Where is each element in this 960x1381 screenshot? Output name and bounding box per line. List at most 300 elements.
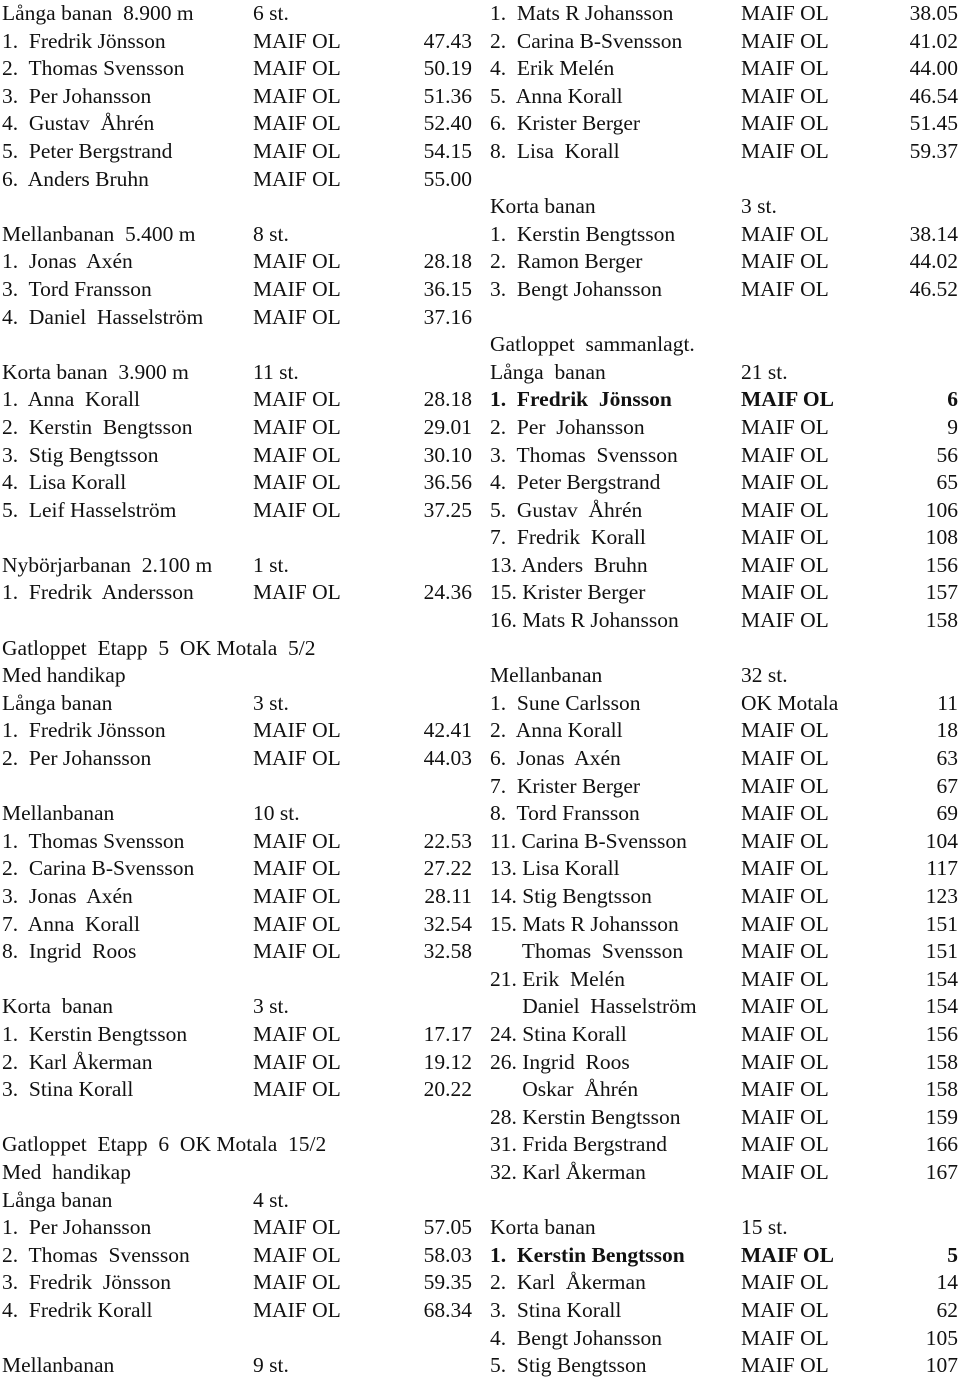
club-name: MAIF OL	[741, 1297, 829, 1322]
result-value: 55.00	[423, 166, 472, 191]
runner-name: 1. Fredrik Jönsson	[2, 28, 166, 53]
club-name: MAIF OL	[741, 83, 829, 108]
runner-name: Korta banan	[490, 1215, 596, 1240]
course-heading	[2, 552, 472, 580]
club-name: MAIF OL	[741, 525, 829, 550]
result-row	[490, 276, 958, 304]
runner-name: 4. Gustav Åhrén	[2, 111, 155, 136]
spacer	[490, 635, 958, 663]
result-value: 117	[926, 856, 958, 881]
result-row	[490, 1352, 958, 1380]
runner-name: 3. Stina Korall	[2, 1077, 134, 1102]
result-value: 46.52	[909, 276, 958, 301]
result-row	[490, 28, 958, 56]
club-name: MAIF OL	[253, 939, 341, 964]
club-name: 32 st.	[741, 663, 788, 688]
course-heading	[2, 690, 472, 718]
spacer	[2, 966, 472, 994]
result-value: 69	[936, 801, 958, 826]
club-name: MAIF OL	[253, 28, 341, 53]
club-name: MAIF OL	[741, 966, 829, 991]
result-row	[490, 110, 958, 138]
result-row	[490, 1325, 958, 1353]
result-value: 32.58	[423, 939, 472, 964]
club-name: MAIF OL	[741, 773, 829, 798]
result-value: 44.03	[423, 746, 472, 771]
result-value: 37.16	[423, 304, 472, 329]
result-row	[490, 1049, 958, 1077]
result-row	[2, 1049, 472, 1077]
result-row	[2, 497, 472, 525]
club-name: MAIF OL	[741, 994, 829, 1019]
club-name: MAIF OL	[253, 470, 341, 495]
section-heading	[2, 662, 472, 690]
runner-name: 5. Stig Bengtsson	[490, 1353, 647, 1378]
club-name: MAIF OL	[741, 1325, 829, 1350]
club-name: MAIF OL	[253, 138, 341, 163]
result-value: 11	[937, 690, 958, 715]
result-row	[490, 0, 958, 28]
club-name: MAIF OL	[253, 828, 341, 853]
course-heading	[490, 193, 958, 221]
runner-name: 13. Anders Bruhn	[490, 552, 648, 577]
runner-name: Gatloppet sammanlagt.	[490, 332, 695, 357]
club-name: MAIF OL	[741, 111, 829, 136]
result-row	[2, 138, 472, 166]
result-value: 6	[947, 387, 958, 412]
runner-name: Daniel Hasselström	[490, 994, 697, 1019]
club-name: MAIF OL	[253, 1049, 341, 1074]
runner-name: 1. Fredrik Andersson	[2, 580, 194, 605]
result-row	[2, 938, 472, 966]
club-name: MAIF OL	[253, 387, 341, 412]
club-name: MAIF OL	[741, 1242, 834, 1267]
runner-name: 6. Jonas Axén	[490, 746, 621, 771]
result-value: 151	[925, 911, 958, 936]
result-value: 158	[925, 608, 958, 633]
runner-name: 4. Lisa Korall	[2, 470, 127, 495]
club-name: MAIF OL	[253, 1270, 341, 1295]
runner-name: 2. Ramon Berger	[490, 249, 643, 274]
result-row	[490, 414, 958, 442]
result-row	[490, 469, 958, 497]
runner-name: 21. Erik Melén	[490, 966, 625, 991]
result-value: 158	[925, 1077, 958, 1102]
result-row	[2, 28, 472, 56]
club-name: MAIF OL	[741, 138, 829, 163]
result-value: 167	[925, 1159, 958, 1184]
club-name: MAIF OL	[741, 746, 829, 771]
club-name: MAIF OL	[741, 276, 829, 301]
club-name: MAIF OL	[741, 718, 829, 743]
result-row	[2, 1021, 472, 1049]
club-name: 4 st.	[253, 1187, 289, 1212]
runner-name: 8. Lisa Korall	[490, 138, 620, 163]
result-row	[490, 745, 958, 773]
result-row	[490, 552, 958, 580]
result-row	[2, 717, 472, 745]
club-name: MAIF OL	[253, 911, 341, 936]
runner-name: 14. Stig Bengtsson	[490, 884, 652, 908]
result-value: 59.35	[423, 1270, 472, 1295]
spacer	[2, 331, 472, 359]
result-value: 44.02	[909, 249, 958, 274]
runner-name: 1. Sune Carlsson	[490, 690, 641, 715]
club-name: MAIF OL	[741, 387, 834, 412]
runner-name: 4. Bengt Johansson	[490, 1325, 662, 1350]
result-value: 24.36	[423, 580, 472, 605]
result-row	[2, 1297, 472, 1325]
club-name: 6 st.	[253, 1, 289, 25]
result-value: 57.05	[423, 1215, 472, 1240]
result-value: 67	[936, 773, 958, 798]
result-row	[2, 1076, 472, 1104]
result-row	[490, 690, 958, 718]
club-name: MAIF OL	[741, 470, 829, 495]
spacer	[490, 166, 958, 194]
result-row	[490, 1269, 958, 1297]
result-value: 47.43	[423, 28, 472, 53]
result-value: 51.45	[909, 111, 958, 136]
spacer	[2, 773, 472, 801]
result-row	[490, 1076, 958, 1104]
runner-name: Korta banan	[2, 994, 114, 1019]
runner-name: 1. Thomas Svensson	[2, 828, 185, 853]
club-name: MAIF OL	[741, 911, 829, 936]
club-name: MAIF OL	[741, 1077, 829, 1102]
club-name: 3 st.	[741, 194, 777, 219]
club-name: MAIF OL	[741, 497, 829, 522]
club-name: MAIF OL	[741, 28, 829, 53]
result-value: 32.54	[423, 911, 472, 936]
result-row	[490, 1159, 958, 1187]
runner-name: 4. Erik Melén	[490, 56, 615, 81]
result-row	[490, 386, 958, 414]
result-value: 38.05	[909, 1, 958, 25]
runner-name: 2. Thomas Svensson	[2, 1242, 190, 1267]
section-heading	[490, 331, 958, 359]
club-name: MAIF OL	[253, 304, 341, 329]
club-name: MAIF OL	[741, 608, 829, 633]
result-value: 156	[925, 1021, 958, 1046]
club-name: MAIF OL	[253, 1021, 341, 1046]
club-name: MAIF OL	[741, 801, 829, 826]
result-row	[490, 1021, 958, 1049]
result-row	[2, 248, 472, 276]
result-row	[490, 1242, 958, 1270]
runner-name: 4. Peter Bergstrand	[490, 470, 661, 495]
result-value: 28.18	[423, 249, 472, 274]
club-name: MAIF OL	[741, 1159, 829, 1184]
result-row	[490, 883, 958, 911]
result-value: 44.00	[909, 56, 958, 81]
runner-name: 1. Per Johansson	[2, 1215, 152, 1240]
club-name: MAIF OL	[741, 414, 829, 439]
club-name: MAIF OL	[253, 1077, 341, 1102]
runner-name: 4. Daniel Hasselström	[2, 304, 204, 329]
runner-name: Gatloppet Etapp 6 OK Motala 15/2	[2, 1132, 327, 1157]
result-value: 22.53	[423, 828, 472, 853]
club-name: MAIF OL	[741, 552, 829, 577]
runner-name: 11. Carina B-Svensson	[490, 828, 687, 853]
result-value: 41.02	[909, 28, 958, 53]
runner-name: 3. Thomas Svensson	[490, 442, 678, 467]
result-value: 62	[936, 1297, 958, 1322]
left-results-column	[2, 0, 472, 1380]
result-row	[2, 579, 472, 607]
runner-name: 2. Per Johansson	[2, 746, 152, 771]
result-row	[2, 1242, 472, 1270]
runner-name: Mellanbanan	[490, 663, 603, 688]
runner-name: 3. Fredrik Jönsson	[2, 1270, 172, 1295]
result-value: 59.37	[909, 138, 958, 163]
result-row	[2, 55, 472, 83]
result-row	[2, 442, 472, 470]
club-name: MAIF OL	[741, 56, 829, 81]
result-value: 108	[925, 525, 958, 550]
result-value: 17.17	[423, 1021, 472, 1046]
section-heading	[2, 1159, 472, 1187]
club-name: OK Motala	[741, 690, 839, 715]
club-name: MAIF OL	[741, 1270, 829, 1295]
runner-name: 2. Thomas Svensson	[2, 56, 185, 81]
runner-name: Med handikap	[2, 663, 126, 688]
club-name: MAIF OL	[253, 166, 341, 191]
runner-name: Långa banan	[490, 359, 606, 384]
result-value: 46.54	[909, 83, 958, 108]
result-row	[2, 855, 472, 883]
result-row	[490, 828, 958, 856]
runner-name: 1. Anna Korall	[2, 387, 140, 412]
runner-name: 1. Mats R Johansson	[490, 1, 674, 25]
result-row	[2, 83, 472, 111]
club-name: MAIF OL	[253, 746, 341, 771]
right-results-column	[490, 0, 958, 1380]
club-name: MAIF OL	[253, 1242, 341, 1267]
runner-name: 2. Anna Korall	[490, 718, 623, 743]
result-row	[2, 469, 472, 497]
course-heading	[2, 359, 472, 387]
result-value: 5	[947, 1242, 958, 1267]
club-name: 15 st.	[741, 1215, 788, 1240]
result-value: 157	[925, 580, 958, 605]
runner-name: Thomas Svensson	[490, 939, 684, 964]
section-heading	[2, 635, 472, 663]
club-name: MAIF OL	[253, 580, 341, 605]
result-row	[490, 442, 958, 470]
runner-name: 6. Anders Bruhn	[2, 166, 149, 191]
runner-name: 1. Fredrik Jönsson	[490, 387, 672, 412]
club-name: 11 st.	[253, 359, 299, 384]
club-name: MAIF OL	[741, 1353, 829, 1378]
result-value: 28.18	[423, 387, 472, 412]
runner-name: 7. Fredrik Korall	[490, 525, 646, 550]
result-row	[490, 855, 958, 883]
runner-name: 5. Leif Hasselström	[2, 497, 177, 522]
result-value: 159	[925, 1104, 958, 1129]
runner-name: 32. Karl Åkerman	[490, 1159, 646, 1184]
runner-name: Långa banan	[2, 690, 113, 715]
result-value: 151	[925, 939, 958, 964]
runner-name: Mellanbanan 5.400 m	[2, 221, 196, 246]
result-row	[2, 828, 472, 856]
club-name: MAIF OL	[741, 828, 829, 853]
spacer	[490, 304, 958, 332]
club-name: MAIF OL	[253, 1297, 341, 1322]
club-name: MAIF OL	[253, 497, 341, 522]
runner-name: Korta banan	[490, 194, 596, 219]
runner-name: Med handikap	[2, 1159, 131, 1184]
runner-name: 15. Krister Berger	[490, 580, 646, 605]
result-row	[490, 497, 958, 525]
club-name: MAIF OL	[741, 580, 829, 605]
result-row	[490, 524, 958, 552]
club-name: MAIF OL	[741, 442, 829, 467]
result-row	[490, 773, 958, 801]
runner-name: Mellanbanan	[2, 1353, 115, 1378]
runner-name: 2. Carina B-Svensson	[2, 856, 195, 881]
result-value: 52.40	[423, 111, 472, 136]
runner-name: 1. Kerstin Bengtsson	[490, 221, 676, 246]
result-row	[490, 1104, 958, 1132]
club-name: MAIF OL	[741, 939, 829, 964]
result-value: 154	[925, 994, 958, 1019]
runner-name: 3. Stina Korall	[490, 1297, 622, 1322]
course-heading	[2, 1187, 472, 1215]
club-name: MAIF OL	[253, 1215, 341, 1240]
runner-name: 16. Mats R Johansson	[490, 608, 679, 633]
runner-name: Mellanbanan	[2, 801, 115, 826]
club-name: MAIF OL	[253, 718, 341, 743]
runner-name: 1. Fredrik Jönsson	[2, 718, 166, 743]
runner-name: 2. Karl Åkerman	[490, 1270, 646, 1295]
club-name: MAIF OL	[741, 1, 829, 25]
runner-name: 1. Kerstin Bengtsson	[490, 1242, 685, 1267]
club-name: MAIF OL	[253, 414, 341, 439]
result-value: 36.15	[423, 276, 472, 301]
runner-name: Nybörjarbanan 2.100 m	[2, 552, 213, 577]
runner-name: 5. Peter Bergstrand	[2, 138, 173, 163]
runner-name: 3. Stig Bengtsson	[2, 442, 159, 467]
section-heading	[2, 1131, 472, 1159]
result-row	[2, 1214, 472, 1242]
club-name: MAIF OL	[253, 856, 341, 881]
course-heading	[490, 1214, 958, 1242]
club-name: MAIF OL	[741, 1021, 829, 1046]
runner-name: 3. Bengt Johansson	[490, 276, 662, 301]
club-name: MAIF OL	[741, 221, 829, 246]
result-value: 58.03	[423, 1242, 472, 1267]
result-value: 36.56	[423, 470, 472, 495]
runner-name: 26. Ingrid Roos	[490, 1049, 630, 1074]
course-heading	[2, 800, 472, 828]
result-value: 42.41	[423, 718, 472, 743]
result-value: 104	[925, 828, 958, 853]
runner-name: 6. Krister Berger	[490, 111, 641, 136]
club-name: MAIF OL	[741, 856, 829, 881]
club-name: MAIF OL	[741, 1049, 829, 1074]
result-row	[490, 248, 958, 276]
runner-name: 1. Kerstin Bengtsson	[2, 1021, 188, 1046]
runner-name: 3. Tord Fransson	[2, 276, 152, 301]
result-row	[2, 386, 472, 414]
result-value: 106	[925, 497, 958, 522]
result-value: 14	[936, 1270, 958, 1295]
result-row	[2, 745, 472, 773]
club-name: MAIF OL	[741, 1104, 829, 1129]
runner-name: Långa banan 8.900 m	[2, 1, 194, 25]
spacer	[2, 193, 472, 221]
result-value: 19.12	[423, 1049, 472, 1074]
result-value: 107	[925, 1353, 958, 1378]
course-heading	[490, 359, 958, 387]
runner-name: 24. Stina Korall	[490, 1021, 627, 1046]
club-name: 1 st.	[253, 552, 289, 577]
runner-name: Oskar Åhrén	[490, 1077, 639, 1102]
runner-name: 2. Per Johansson	[490, 414, 645, 439]
course-heading	[2, 221, 472, 249]
club-name: MAIF OL	[253, 56, 341, 81]
result-value: 27.22	[423, 856, 472, 881]
spacer	[490, 1187, 958, 1215]
club-name: 8 st.	[253, 221, 289, 246]
runner-name: 4. Fredrik Korall	[2, 1297, 153, 1322]
result-row	[2, 304, 472, 332]
runner-name: 15. Mats R Johansson	[490, 911, 679, 936]
result-value: 105	[925, 1325, 958, 1350]
result-value: 158	[925, 1049, 958, 1074]
course-heading	[2, 1352, 472, 1380]
spacer	[2, 607, 472, 635]
club-name: MAIF OL	[253, 884, 341, 908]
spacer	[2, 1104, 472, 1132]
club-name: MAIF OL	[253, 249, 341, 274]
runner-name: 2. Carina B-Svensson	[490, 28, 683, 53]
club-name: MAIF OL	[741, 249, 829, 274]
result-row	[490, 83, 958, 111]
result-value: 63	[936, 746, 958, 771]
runner-name: Korta banan 3.900 m	[2, 359, 189, 384]
course-heading	[490, 662, 958, 690]
runner-name: 3. Jonas Axén	[2, 884, 133, 908]
result-value: 51.36	[423, 83, 472, 108]
runner-name: 31. Frida Bergstrand	[490, 1132, 667, 1157]
result-row	[490, 938, 958, 966]
runner-name: 5. Anna Korall	[490, 83, 623, 108]
club-name: 3 st.	[253, 690, 289, 715]
result-row	[490, 1297, 958, 1325]
result-value: 56	[936, 442, 958, 467]
club-name: 10 st.	[253, 801, 300, 826]
club-name: 21 st.	[741, 359, 788, 384]
result-row	[490, 607, 958, 635]
result-value: 65	[936, 470, 958, 495]
runner-name: 2. Kerstin Bengtsson	[2, 414, 193, 439]
result-row	[2, 883, 472, 911]
runner-name: Långa banan	[2, 1187, 113, 1212]
runner-name: 8. Tord Fransson	[490, 801, 640, 826]
runner-name: 7. Krister Berger	[490, 773, 641, 798]
result-row	[490, 55, 958, 83]
club-name: MAIF OL	[253, 442, 341, 467]
course-heading	[2, 993, 472, 1021]
result-row	[490, 579, 958, 607]
result-row	[2, 414, 472, 442]
result-row	[490, 911, 958, 939]
club-name: MAIF OL	[741, 1132, 829, 1157]
result-row	[2, 911, 472, 939]
club-name: 3 st.	[253, 994, 289, 1019]
